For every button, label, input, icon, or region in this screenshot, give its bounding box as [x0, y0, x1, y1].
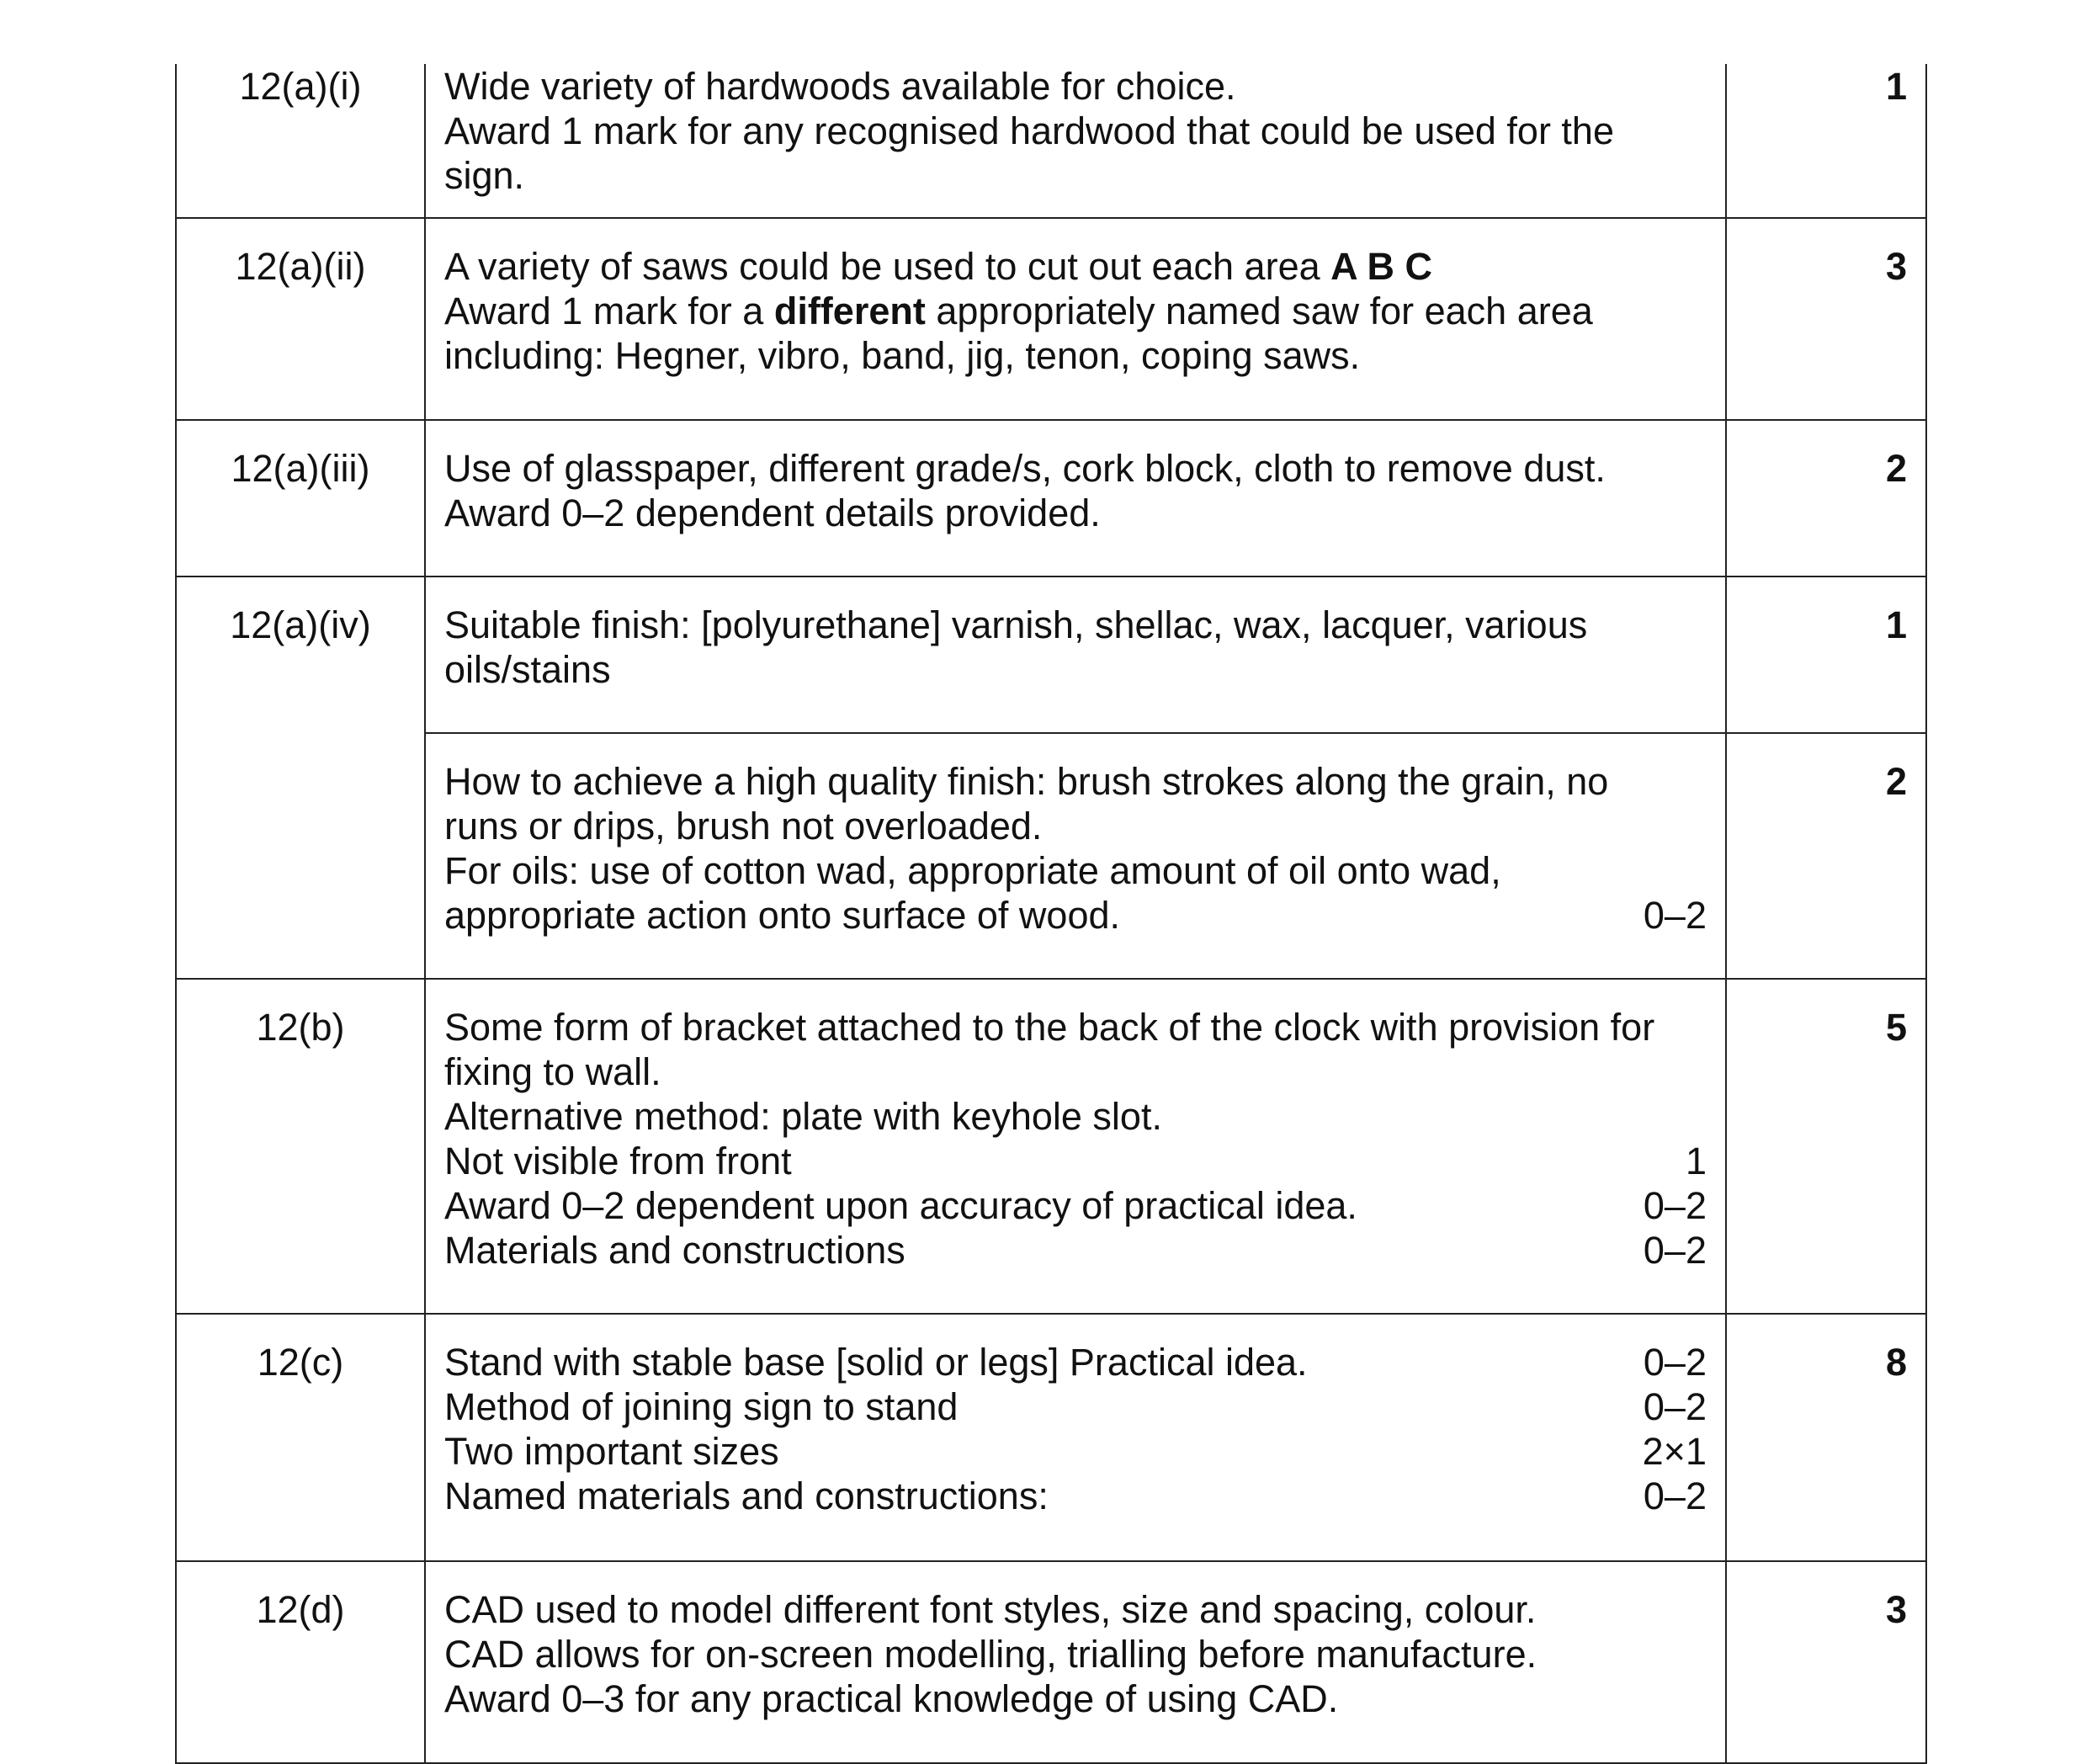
question-number-cell: [176, 64, 425, 218]
question-number: 12(c): [257, 1341, 344, 1384]
answer-line: How to achieve a high quality finish: brush strokes along the grain, no: [444, 760, 1609, 803]
question-number: 12(a)(ii): [235, 245, 366, 288]
table-row: [176, 1314, 1926, 1561]
answer-line: Alternative method: plate with keyhole slot.: [444, 1095, 1162, 1138]
table-row: [176, 218, 1926, 420]
sub-mark: 0–2: [1643, 1341, 1707, 1384]
answer-cell: [425, 733, 1726, 979]
answer-cell: [425, 1561, 1726, 1763]
question-number-cell: [176, 218, 425, 420]
answer-line: runs or drips, brush not overloaded.: [444, 805, 1043, 847]
answer-line: Award 0–3 for any practical knowledge of using CAD.: [444, 1677, 1339, 1720]
table-row: [176, 733, 1926, 979]
question-number: 12(a)(iv): [230, 603, 371, 646]
question-number-cell: [176, 420, 425, 576]
sub-mark: 0–2: [1643, 1385, 1707, 1428]
answer-cell: [425, 64, 1726, 218]
answer-cell: [425, 420, 1726, 576]
marks-cell: [1726, 218, 1926, 420]
marks-cell: [1726, 733, 1926, 979]
marks-cell: [1726, 576, 1926, 733]
marks-value: 8: [1885, 1341, 1907, 1384]
question-number-cell: [176, 1314, 425, 1561]
answer-line: Award 1 mark for a different appropriately named saw for each area: [444, 290, 1593, 332]
answer-line: Use of glasspaper, different grade/s, cork block, cloth to remove dust.: [444, 447, 1606, 490]
question-number: 12(d): [256, 1588, 345, 1631]
answer-line: For oils: use of cotton wad, appropriate amount of oil onto wad,: [444, 849, 1501, 892]
answer-line: CAD allows for on-screen modelling, trialling before manufacture.: [444, 1633, 1537, 1676]
question-number: 12(b): [256, 1006, 345, 1049]
table-row: [176, 979, 1926, 1314]
sub-mark: 2×1: [1642, 1430, 1707, 1473]
answer-line: Suitable finish: [polyurethane] varnish, shellac, wax, lacquer, various: [444, 603, 1588, 646]
answer-line: appropriate action onto surface of wood. 0–2: [444, 894, 1707, 937]
answer-line: oils/stains: [444, 648, 611, 691]
answer-cell: [425, 1314, 1726, 1561]
question-number: 12(a)(iii): [231, 447, 370, 490]
marks-value: 1: [1885, 603, 1907, 646]
answer-line: A variety of saws could be used to cut out each area A B C: [444, 245, 1432, 288]
answer-line: Named materials and constructions: 0–2: [444, 1474, 1707, 1517]
answer-line: Materials and constructions 0–2: [444, 1229, 1707, 1272]
area-labels: A B C: [1330, 245, 1432, 288]
table-row: [176, 420, 1926, 576]
table-row: [176, 64, 1926, 218]
answer-line: including: Hegner, vibro, band, jig, tenon, coping saws.: [444, 334, 1361, 377]
question-number-cell: [176, 576, 425, 979]
answer-line: Two important sizes 2×1: [444, 1430, 1707, 1473]
marks-cell: [1726, 1314, 1926, 1561]
marks-cell: [1726, 420, 1926, 576]
emphasis-text: different: [773, 290, 926, 332]
answer-line: Not visible from front 1: [444, 1140, 1707, 1182]
question-number-cell: [176, 979, 425, 1314]
sub-mark: 0–2: [1643, 1474, 1707, 1517]
answer-line: Stand with stable base [solid or legs] Practical idea. 0–2: [444, 1341, 1707, 1384]
table-row: [176, 576, 1926, 733]
answer-line: CAD used to model different font styles, size and spacing, colour.: [444, 1588, 1537, 1631]
answer-line: sign.: [444, 154, 525, 197]
marks-cell: [1726, 979, 1926, 1314]
answer-line: Wide variety of hardwoods available for choice.: [444, 65, 1236, 108]
answer-line: Award 1 mark for any recognised hardwood that could be used for the: [444, 109, 1614, 152]
answer-cell: [425, 218, 1726, 420]
marks-cell: [1726, 1561, 1926, 1763]
marks-value: 5: [1885, 1006, 1907, 1049]
marks-value: 3: [1885, 1588, 1907, 1631]
marks-value: 2: [1885, 447, 1907, 490]
answer-line: fixing to wall.: [444, 1050, 661, 1093]
question-number-cell: [176, 1561, 425, 1763]
sub-mark: 0–2: [1643, 894, 1707, 937]
answer-line: Some form of bracket attached to the back of the clock with provision for: [444, 1006, 1655, 1049]
question-number: 12(a)(i): [239, 65, 362, 108]
answer-line: Method of joining sign to stand 0–2: [444, 1385, 1707, 1428]
marks-value: 3: [1885, 245, 1907, 288]
sub-mark: 1: [1685, 1140, 1707, 1182]
table-row: [176, 1561, 1926, 1763]
sub-mark: 0–2: [1643, 1184, 1707, 1227]
answer-line: Award 0–2 dependent upon accuracy of practical idea. 0–2: [444, 1184, 1707, 1227]
marks-value: 1: [1885, 65, 1907, 108]
marks-cell: [1726, 64, 1926, 218]
answer-cell: [425, 576, 1726, 733]
answer-line: Award 0–2 dependent details provided.: [444, 491, 1101, 534]
mark-scheme-table: [175, 64, 1927, 1764]
answer-cell: [425, 979, 1726, 1314]
sub-mark: 0–2: [1643, 1229, 1707, 1272]
marks-value: 2: [1885, 760, 1907, 803]
